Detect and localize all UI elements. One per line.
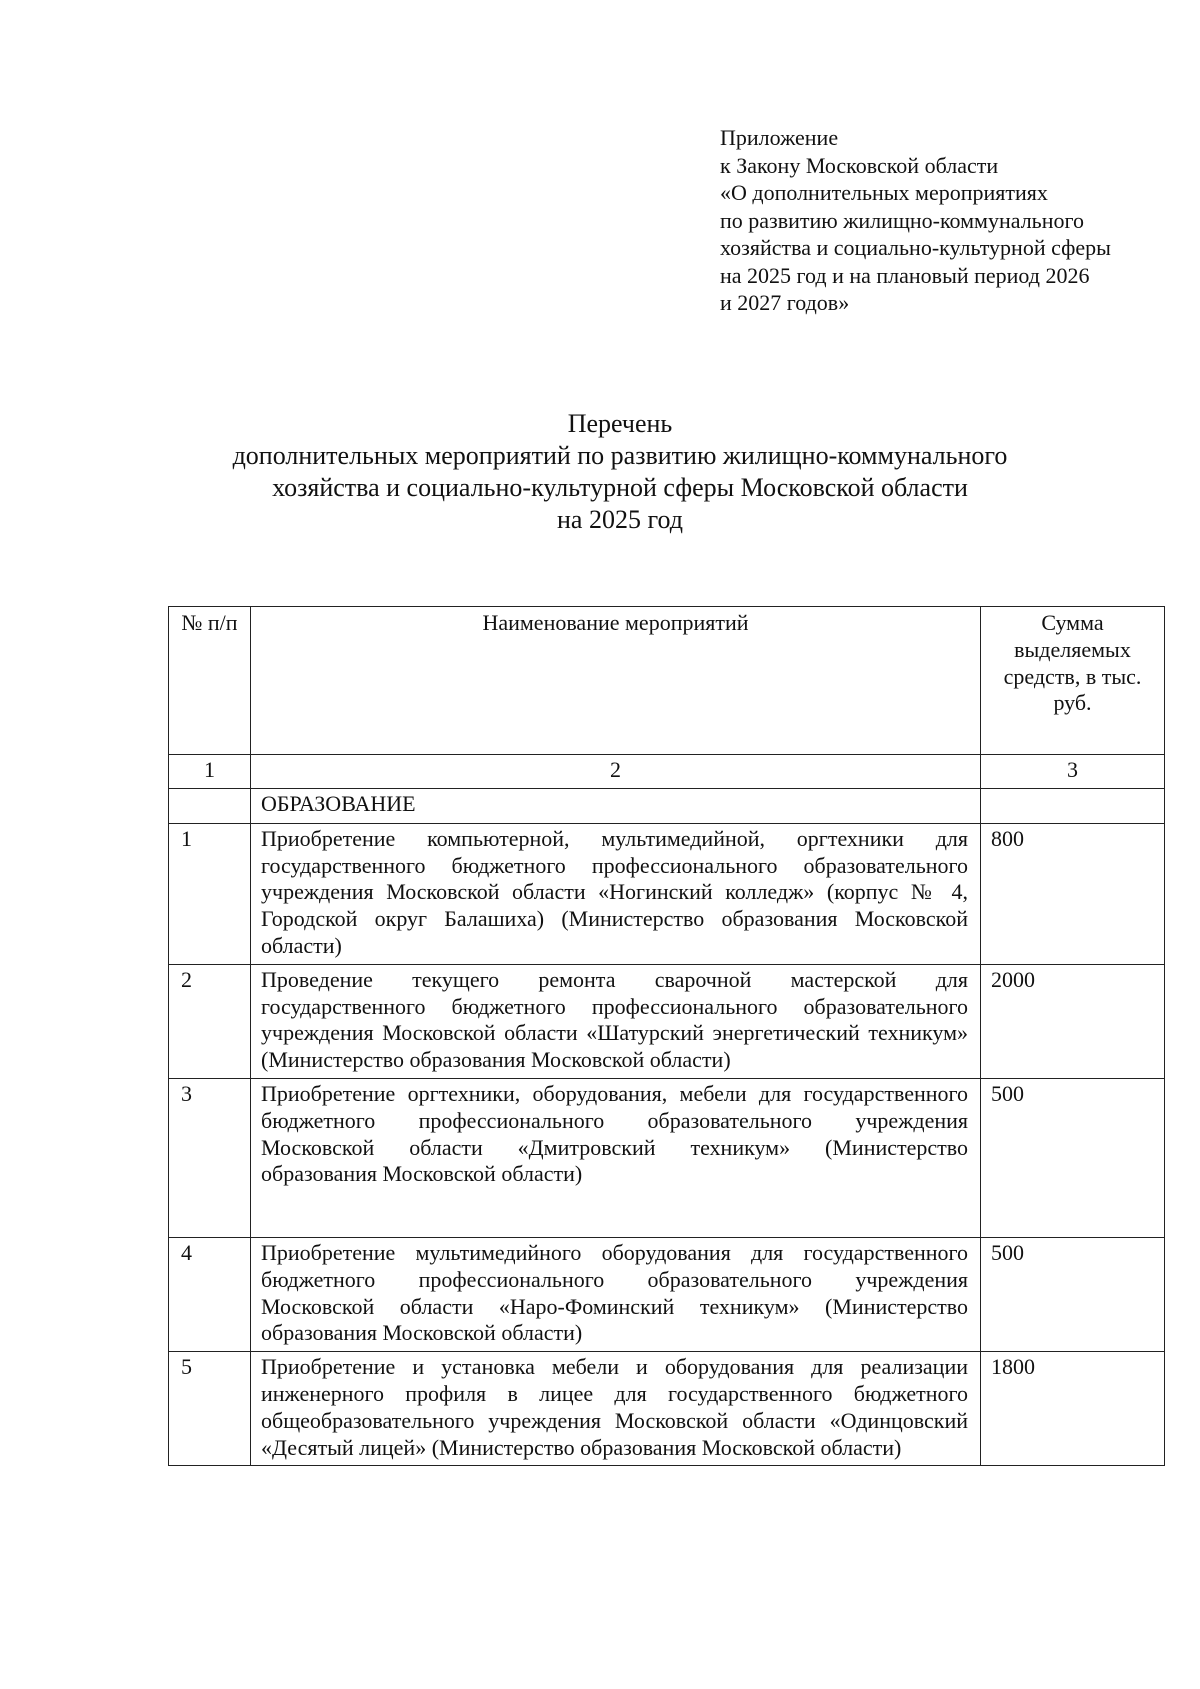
section-title: ОБРАЗОВАНИЕ	[251, 788, 981, 823]
row-sum: 2000	[981, 964, 1165, 1078]
appendix-header	[720, 124, 1180, 317]
row-number: 1	[169, 823, 251, 964]
appendix-line: Приложение	[720, 125, 839, 150]
header-sum: Сумма выделяемых средств, в тыс. руб.	[981, 607, 1165, 755]
header-name: Наименование мероприятий	[251, 607, 981, 755]
table-row	[169, 1078, 1165, 1237]
row-name: Проведение текущего ремонта сварочной мастерской для государственного бюджетного профессионального образовательного учреждения Московской области «Шатурский энергетический техникум» (Министерство образования Московской области)	[251, 964, 981, 1078]
appendix-line: «О дополнительных мероприятиях	[720, 180, 1048, 205]
row-sum: 500	[981, 1237, 1165, 1351]
appendix-line: на 2025 год и на плановый период 2026	[720, 262, 1090, 288]
section-sum-cell	[981, 788, 1165, 823]
column-index-row	[169, 755, 1165, 789]
table-row	[169, 1352, 1165, 1466]
title-line: Перечень	[567, 409, 673, 438]
row-name: Приобретение и установка мебели и оборудования для реализации инженерного профиля в лицее для государственного бюджетного общеобразовательного учреждения Московской области «Одинцовский «Десятый лицей» (Министерство образования Московской области)	[251, 1352, 981, 1466]
title-line: хозяйства и социально-культурной сферы Московской области	[272, 473, 968, 502]
section-number-cell	[169, 788, 251, 823]
row-number: 4	[169, 1237, 251, 1351]
row-sum: 1800	[981, 1352, 1165, 1466]
row-sum: 500	[981, 1078, 1165, 1237]
row-name: Приобретение компьютерной, мультимедийной, оргтехники для государственного бюджетного профессионального образовательного учреждения Московской области «Ногинский колледж» (корпус № 4, Городской округ Балашиха) (Министерство образования Московской области)	[251, 823, 981, 964]
table-row	[169, 823, 1165, 964]
appendix-line: к Закону Московской области	[720, 152, 999, 178]
table-row	[169, 964, 1165, 1078]
title-line: на 2025 год	[557, 505, 683, 534]
row-number: 5	[169, 1352, 251, 1466]
row-sum: 800	[981, 823, 1165, 964]
row-number: 2	[169, 964, 251, 1078]
table-header-row	[169, 607, 1165, 755]
appendix-line: хозяйства и социально-культурной сферы	[720, 235, 1111, 260]
measures-table	[168, 606, 1165, 1466]
header-number: № п/п	[169, 607, 251, 755]
row-name: Приобретение оргтехники, оборудования, мебели для государственного бюджетного профессионального образовательного учреждения Московской области «Дмитровский техникум» (Министерство образования Московской области)	[251, 1078, 981, 1237]
appendix-line: по развитию жилищно-коммунального	[720, 207, 1084, 233]
row-number: 3	[169, 1078, 251, 1237]
section-row	[169, 788, 1165, 823]
title-line: дополнительных мероприятий по развитию жилищно-коммунального	[232, 441, 1008, 470]
column-index: 2	[251, 755, 981, 789]
column-index: 1	[169, 755, 251, 789]
row-name: Приобретение мультимедийного оборудования для государственного бюджетного профессионального образовательного учреждения Московской области «Наро-Фоминский техникум» (Министерство образования Московской области)	[251, 1237, 981, 1351]
table-row	[169, 1237, 1165, 1351]
appendix-line: и 2027 годов»	[720, 290, 850, 315]
column-index: 3	[981, 755, 1165, 789]
document-title	[90, 408, 1150, 536]
